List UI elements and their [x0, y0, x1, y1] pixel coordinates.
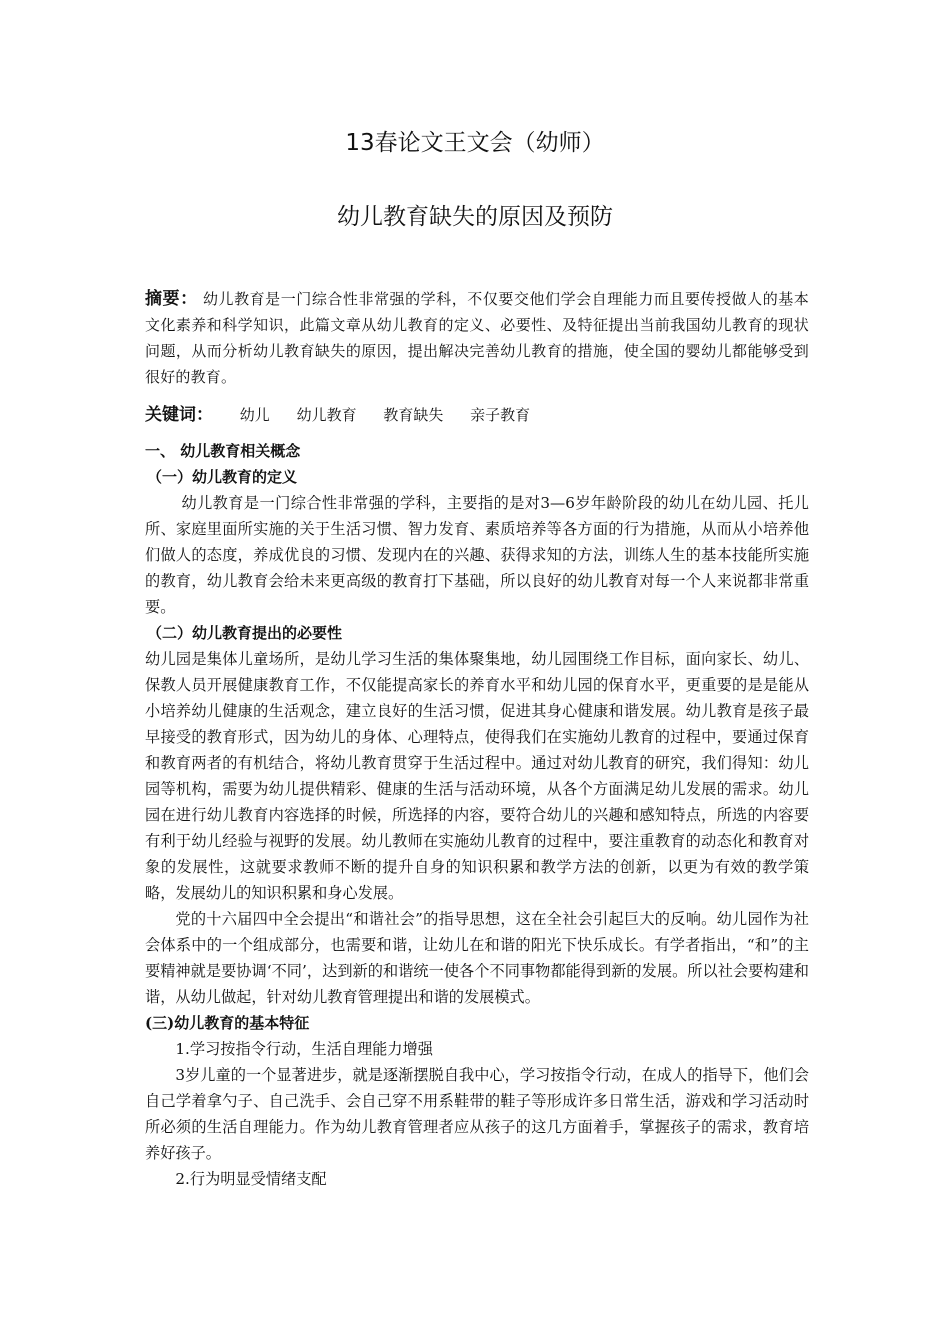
keyword-item: 教育缺失: [383, 406, 444, 424]
author-line: 13春论文王文会（幼师）: [345, 130, 605, 156]
paragraph: 党的十六届四中全会提出“和谐社会”的指导思想，这在全社会引起巨大的反响。幼儿园作为社会体系中的一个组成部分，也需要和谐，让幼儿在和谐的阳光下快乐成长。有学者指出，“和”的主要精神就是要协调‘不同’，达到新的和谐统一使各个不同事物都能得到新的发展。所以社会要构建和谐，从幼儿做起，针对幼儿教育管理提出和谐的发展模式。: [145, 910, 809, 1006]
feature-heading: 1.学习按指令行动，生活自理能力增强: [175, 1040, 433, 1058]
keyword-item: 幼儿教育: [296, 406, 357, 424]
section-heading: 一、 幼儿教育相关概念: [145, 442, 301, 460]
subsection-heading: （一）幼儿教育的定义: [147, 468, 298, 486]
body-text: [145, 438, 809, 1192]
paper-title: 幼儿教育缺失的原因及预防: [337, 204, 613, 230]
paragraph: 幼儿园是集体儿童场所，是幼儿学习生活的集体聚集地，幼儿园围绕工作目标，面向家长、幼儿、保教人员开展健康教育工作，不仅能提高家长的养育水平和幼儿园的保育水平，更重要的是是能从小培养幼儿健康的生活观念，建立良好的生活习惯，促进其身心健康和谐发展。幼儿教育是孩子最早接受的教育形式，因为幼儿的身体、心理特点，使得我们在实施幼儿教育的过程中，要通过保育和教育两者的有机结合，将幼儿教育贯穿于生活过程中。通过对幼儿教育的研究，我们得知：幼儿园等机构，需要为幼儿提供精彩、健康的生活与活动环境，从各个方面满足幼儿发展的需求。幼儿园在进行幼儿教育内容选择的时候，所选择的内容，要符合幼儿的兴趣和感知特点，所选的内容要有利于幼儿经验与视野的发展。幼儿教师在实施幼儿教育的过程中，要注重教育的动态化和教育对象的发展性，这就要求教师不断的提升自身的知识积累和教学方法的创新，以更为有效的教学策略，发展幼儿的知识积累和身心发展。: [145, 650, 809, 902]
subsection-heading: （二）幼儿教育提出的必要性: [147, 624, 343, 642]
abstract-label: 摘要：: [145, 289, 198, 309]
keywords: [145, 402, 809, 428]
feature-heading: 2.行为明显受情绪支配: [175, 1170, 327, 1188]
keyword-item: 幼儿: [239, 406, 270, 424]
abstract-text: 幼儿教育是一门综合性非常强的学科，不仅要交他们学会自理能力而且要传授做人的基本文化素养和科学知识，此篇文章从幼儿教育的定义、必要性、及特征提出当前我国幼儿教育的现状问题，从而分析幼儿教育缺失的原因，提出解决完善幼儿教育的措施，使全国的婴幼儿都能够受到很好的教育。: [145, 290, 810, 386]
abstract: [145, 286, 809, 390]
paragraph: 3岁儿童的一个显著进步，就是逐渐摆脱自我中心，学习按指令行动，在成人的指导下，他们会自己学着拿勺子、自己洗手、会自己穿不用系鞋带的鞋子等形成许多日常生活，游戏和学习活动时所必须的生活自理能力。作为幼儿教育管理者应从孩子的这几方面着手，掌握孩子的需求，教育培养好孩子。: [145, 1066, 809, 1162]
keywords-label: 关键词：: [145, 405, 213, 425]
keyword-item: 亲子教育: [470, 406, 531, 424]
paragraph: 幼儿教育是一门综合性非常强的学科，主要指的是对3—6岁年龄阶段的幼儿在幼儿园、托儿所、家庭里面所实施的关于生活习惯、智力发育、素质培养等各方面的行为措施，从而从小培养他们做人的态度，养成优良的习惯、发现内在的兴趣、获得求知的方法，训练人生的基本技能所实施的教育，幼儿教育会给未来更高级的教育打下基础，所以良好的幼儿教育对每一个人来说都非常重要。: [145, 494, 809, 616]
subsection-heading: (三)幼儿教育的基本特征: [145, 1014, 310, 1032]
